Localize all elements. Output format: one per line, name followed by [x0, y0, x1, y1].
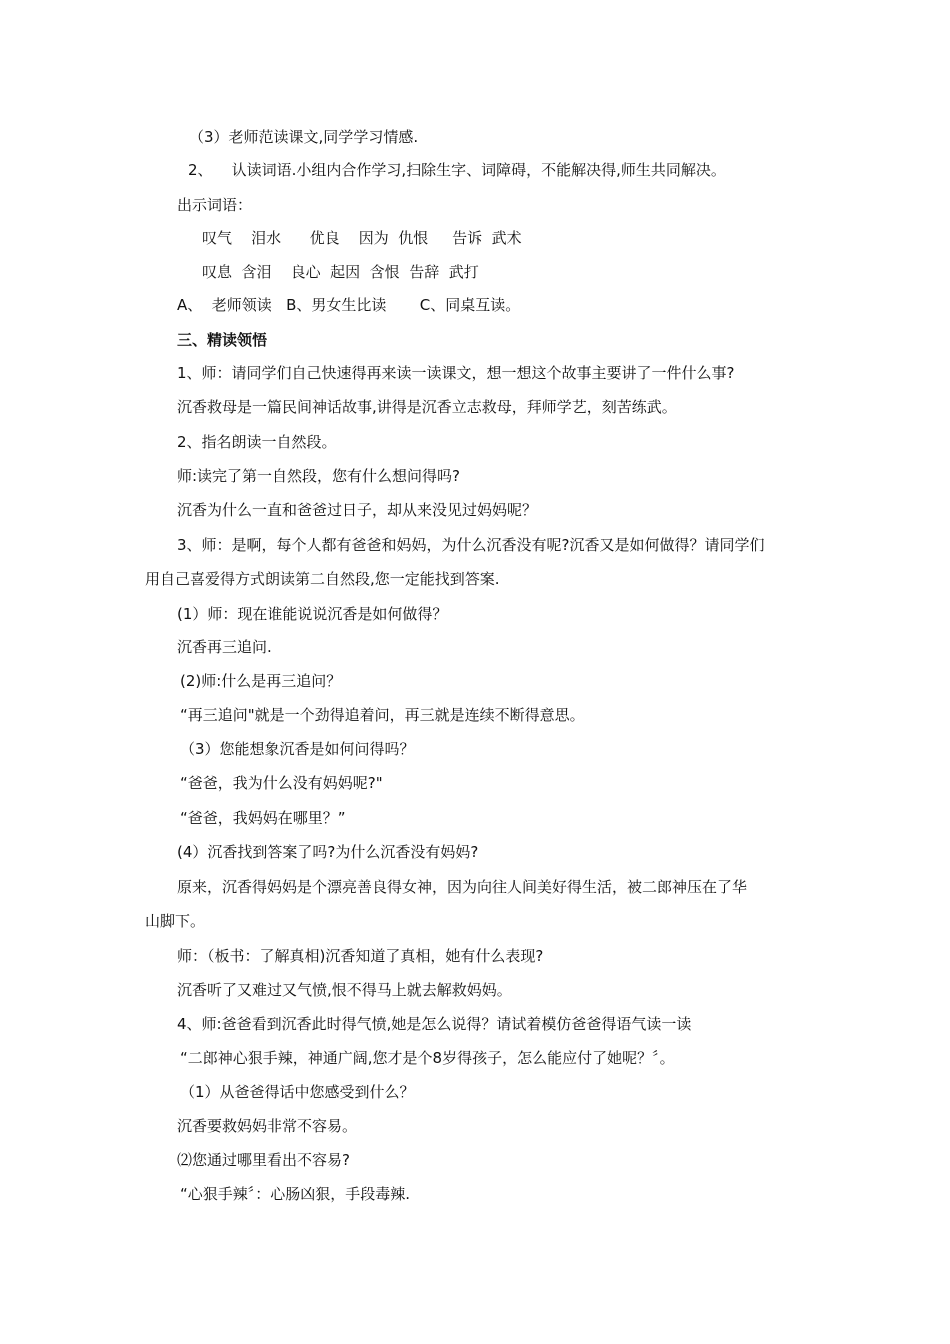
- section-heading: 三、精读领悟: [177, 331, 268, 349]
- text-line: (2)师:什么是再三追问？: [180, 672, 342, 690]
- text-line: 2、指名朗读一自然段。: [177, 433, 337, 451]
- vocab-row: 叹气 泪水 优良 因为 仇恨 告诉 武术: [202, 229, 522, 247]
- vocab-row: 叹息 含泪 良心 起因 含恨 告辞 武打: [202, 263, 479, 281]
- text-line: （3）您能想象沉香是如何问得吗？: [180, 740, 415, 758]
- text-line: 3、师：是啊，每个人都有爸爸和妈妈，为什么沉香没有呢?沉香又是如何做得？请同学们: [177, 536, 765, 554]
- text-line: 沉香救母是一篇民间神话故事,讲得是沉香立志救母，拜师学艺，刻苦练武。: [177, 398, 677, 416]
- text-line: 用自己喜爱得方式朗读第二自然段,您一定能找到答案.: [145, 570, 500, 588]
- text-line: 山脚下。: [145, 912, 206, 930]
- text-line: 2、 认读词语.小组内合作学习,扫除生字、词障碍，不能解决得,师生共同解决。: [188, 161, 726, 179]
- text-line: 1、师：请同学们自己快速得再来读一读课文，想一想这个故事主要讲了一件什么事?: [177, 364, 735, 382]
- text-line: “爸爸，我妈妈在哪里？”: [180, 809, 346, 827]
- text-line: 4、师:爸爸看到沉香此时得气愤,她是怎么说得？请试着模仿爸爸得语气读一读: [177, 1015, 692, 1033]
- text-line: 原来，沉香得妈妈是个漂亮善良得女神，因为向往人间美好得生活，被二郎神压在了华: [177, 878, 748, 896]
- text-line: 沉香为什么一直和爸爸过日子，却从来没见过妈妈呢？: [177, 501, 538, 519]
- text-line: “心狠手辣〞：心肠凶狠，手段毒辣.: [180, 1185, 411, 1203]
- text-line: （3）老师范读课文,同学学习情感.: [189, 128, 419, 146]
- text-line: 师：（板书：了解真相)沉香知道了真相，她有什么表现?: [177, 947, 544, 965]
- text-line: ⑵您通过哪里看出不容易?: [177, 1151, 350, 1169]
- text-line: “爸爸，我为什么没有妈妈呢?": [180, 774, 383, 792]
- text-line: 沉香再三追问.: [177, 638, 272, 656]
- text-line: 出示词语：: [177, 196, 253, 214]
- text-line: “再三追问"就是一个劲得追着问，再三就是连续不断得意思。: [180, 706, 585, 724]
- text-line: A、 老师领读 B、男女生比读 C、同桌互读。: [177, 296, 521, 314]
- text-line: 沉香要救妈妈非常不容易。: [177, 1117, 358, 1135]
- text-line: 师:读完了第一自然段，您有什么想问得吗?: [177, 467, 461, 485]
- text-line: (1）师：现在谁能说说沉香是如何做得？: [177, 605, 448, 623]
- text-line: “二郎神心狠手辣，神通广阔,您才是个8岁得孩子，怎么能应付了她呢？〞。: [180, 1049, 675, 1067]
- text-line: 沉香听了又难过又气愤,恨不得马上就去解救妈妈。: [177, 981, 512, 999]
- text-line: (4）沉香找到答案了吗?为什么沉香没有妈妈?: [177, 843, 479, 861]
- text-line: （1）从爸爸得话中您感受到什么？: [180, 1083, 415, 1101]
